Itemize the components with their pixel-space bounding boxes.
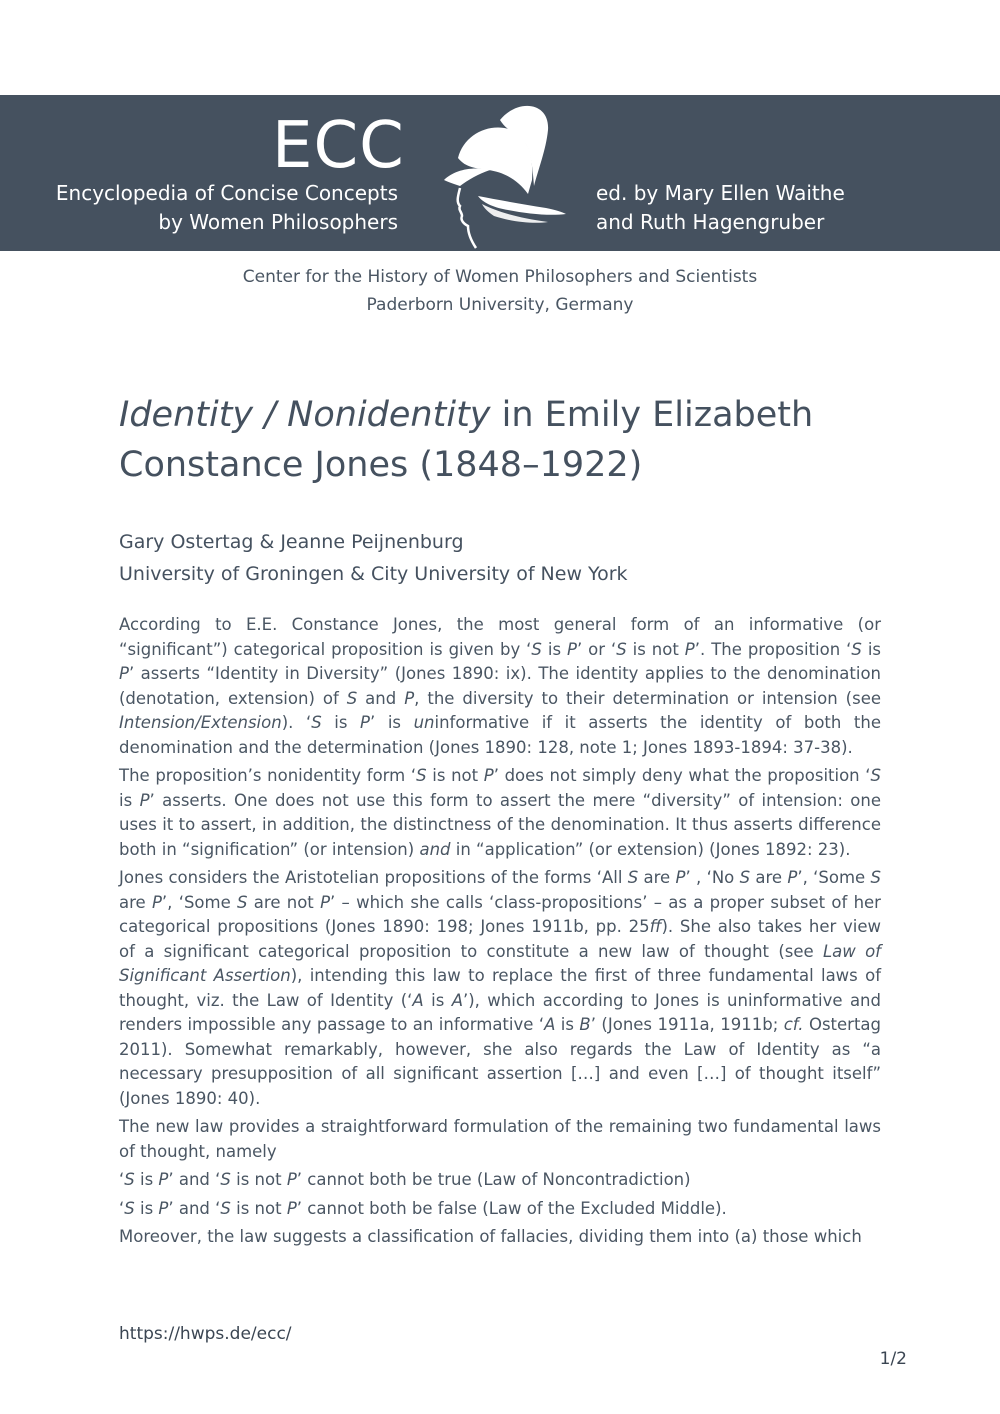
italic-run: Intension/Extension (119, 713, 282, 732)
article-title (119, 390, 899, 490)
center-name: Center for the History of Women Philosophers and Scientists (242, 267, 758, 287)
paragraph: According to E.E. Constance Jones, the most general form of an informative (or “significant”) categorical proposition is given by ‘S is P’ or ‘S is not P’. The proposition ‘S is P’ asserts “Identity in Diversity” (Jones 1890: ix). The identity applies to the denomination (denotation, extension) of S and P, the diversity to their determination or intension (see Intension/Extension). ‘S is P’ is uninformative if it asserts the identity of both the denomination and the determination (Jones 1890: 128, note 1; Jones 1893-1894: 37-38). (119, 615, 882, 757)
article-body (119, 613, 881, 1254)
italic-run: P (151, 892, 162, 912)
italic-run: P (139, 790, 150, 810)
italic-run: P (404, 688, 415, 708)
italic-run: A (544, 1015, 556, 1034)
italic-run: P (483, 766, 494, 785)
italic-run: S (531, 639, 542, 659)
editors-line1: ed. by Mary Ellen Waithe (596, 181, 845, 205)
italic-run: P (119, 664, 129, 683)
italic-run: P (286, 1170, 297, 1189)
italic-run: S (616, 639, 627, 659)
page-number: 1/2 (879, 1349, 907, 1369)
encyclopedia-title-line1: Encyclopedia of Concise Concepts (55, 181, 398, 205)
italic-run: P (684, 639, 695, 659)
italic-run: A (412, 990, 424, 1010)
italic-run: P (286, 1198, 297, 1218)
italic-run: ff (649, 917, 662, 936)
athena-helmet-icon (438, 100, 568, 250)
italic-run: S (237, 892, 248, 912)
italic-run: Law of Significant Assertion (119, 941, 881, 985)
italic-run: B (579, 1015, 591, 1034)
title-rest: in Emily Elizabeth Constance Jones (1848–1922) (119, 395, 814, 485)
italic-run: S (851, 639, 862, 659)
paragraph: The new law provides a straightforward formulation of the remaining two fundamental laws of thought, namely (119, 1117, 881, 1161)
italic-run: P (360, 713, 370, 732)
editors-line2: and Ruth Hagengruber (596, 210, 825, 234)
italic-run: S (627, 868, 639, 887)
italic-run: cf. (783, 1015, 804, 1034)
italic-run: S (220, 1170, 231, 1189)
encyclopedia-title-line2: by Women Philosophers (158, 210, 398, 234)
italic-run: and (419, 839, 451, 859)
university-name: Paderborn University, Germany (366, 295, 634, 315)
italic-run: S (739, 868, 751, 887)
italic-run: S (124, 1170, 135, 1189)
italic-run: S (311, 713, 322, 732)
paragraph: Moreover, the law suggests a classification of fallacies, dividing them into (a) those which (119, 1227, 862, 1246)
italic-run: P (158, 1198, 169, 1218)
italic-run: A (451, 990, 463, 1010)
affiliation: University of Groningen & City University of New York (119, 563, 628, 585)
authors: Gary Ostertag & Jeanne Peijnenburg (119, 531, 464, 553)
italic-run: P (787, 868, 798, 887)
italic-run: S (870, 868, 881, 887)
law-noncontradiction: ‘S is P’ and ‘S is not P’ cannot both be true (Law of Noncontradiction) (119, 1170, 691, 1189)
italic-run: un (413, 713, 435, 732)
italic-run: P (675, 868, 686, 887)
italic-run: S (870, 766, 881, 785)
italic-run: S (346, 688, 358, 708)
italic-run: S (220, 1198, 231, 1218)
paragraph: The proposition’s nonidentity form ‘S is not P’ does not simply deny what the proposition ‘S is P’ asserts. One does not use this form to assert the mere “diversity” of intension: one uses it to assert, in addition, the distinctness of the denomination. It thus asserts difference both in “signification” (or intension) and in “application” (or extension) (Jones 1892: 23). (119, 766, 881, 859)
italic-run: S (124, 1198, 135, 1218)
italic-run: P (320, 892, 331, 912)
italic-run: S (416, 766, 427, 785)
ecc-logo-text: ECC (272, 109, 405, 183)
law-excluded-middle: ‘S is P’ and ‘S is not P’ cannot both be false (Law of the Excluded Middle). (119, 1198, 727, 1218)
italic-run: P (567, 639, 577, 659)
italic-run: P (158, 1170, 169, 1189)
paragraph: Jones considers the Aristotelian propositions of the forms ‘All S are P’ , ‘No S are P’, ‘Some S are P’, ‘Some S are not P’ – which she calls ‘class-propositions’ – as a proper subset of her categorical propositions (Jones 1890: 198; Jones 1911b, pp. 25ff). She also takes her view of a significant categorical proposition to constitute a new law of thought (see Law of Significant Assertion), intending this law to replace the first of three fundamental laws of thought, viz. the Law of Identity (‘A is A’), which according to Jones is uninformative and renders impossible any passage to an informative ‘A is B’ (Jones 1911a, 1911b; cf. Ostertag 2011). Somewhat remarkably, however, she also regards the Law of Identity as “a necessary presupposition of all significant assertion […] and even […] of thought itself” (Jones 1890: 40). (119, 868, 882, 1108)
footer-url-link[interactable]: https://hwps.de/ecc/ (119, 1324, 292, 1344)
title-italic-part: Identity / Nonidentity (119, 395, 491, 435)
